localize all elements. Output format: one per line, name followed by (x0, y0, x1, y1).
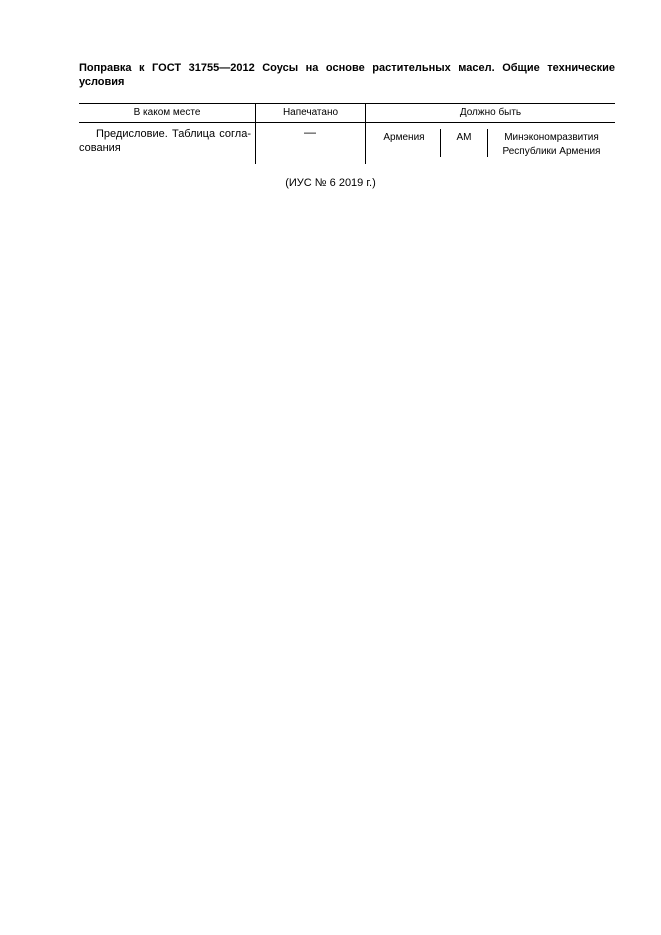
document-title: Поправка к ГОСТ 31755—2012 Соусы на основе растительных масел. Общие технические условия (79, 62, 615, 88)
cell-place: Предисловие. Таблица согла-сования (79, 128, 251, 154)
cell-authority (488, 131, 615, 159)
header-place: В каком месте (133, 107, 201, 118)
cell-country-code: AM (456, 132, 472, 143)
table-top-border (79, 103, 615, 104)
publication-reference: (ИУС № 6 2019 г.) (285, 177, 376, 189)
header-printed: Напечатано (282, 107, 339, 118)
header-should-be: Должно быть (459, 107, 522, 118)
authority-line-1: Минэкономразвития (504, 132, 599, 143)
authority-line-2: Республики Армения (502, 146, 601, 157)
amendment-table (79, 103, 615, 164)
table-header-border (79, 122, 615, 123)
cell-country: Армения (383, 132, 425, 143)
cell-printed: — (304, 125, 316, 139)
